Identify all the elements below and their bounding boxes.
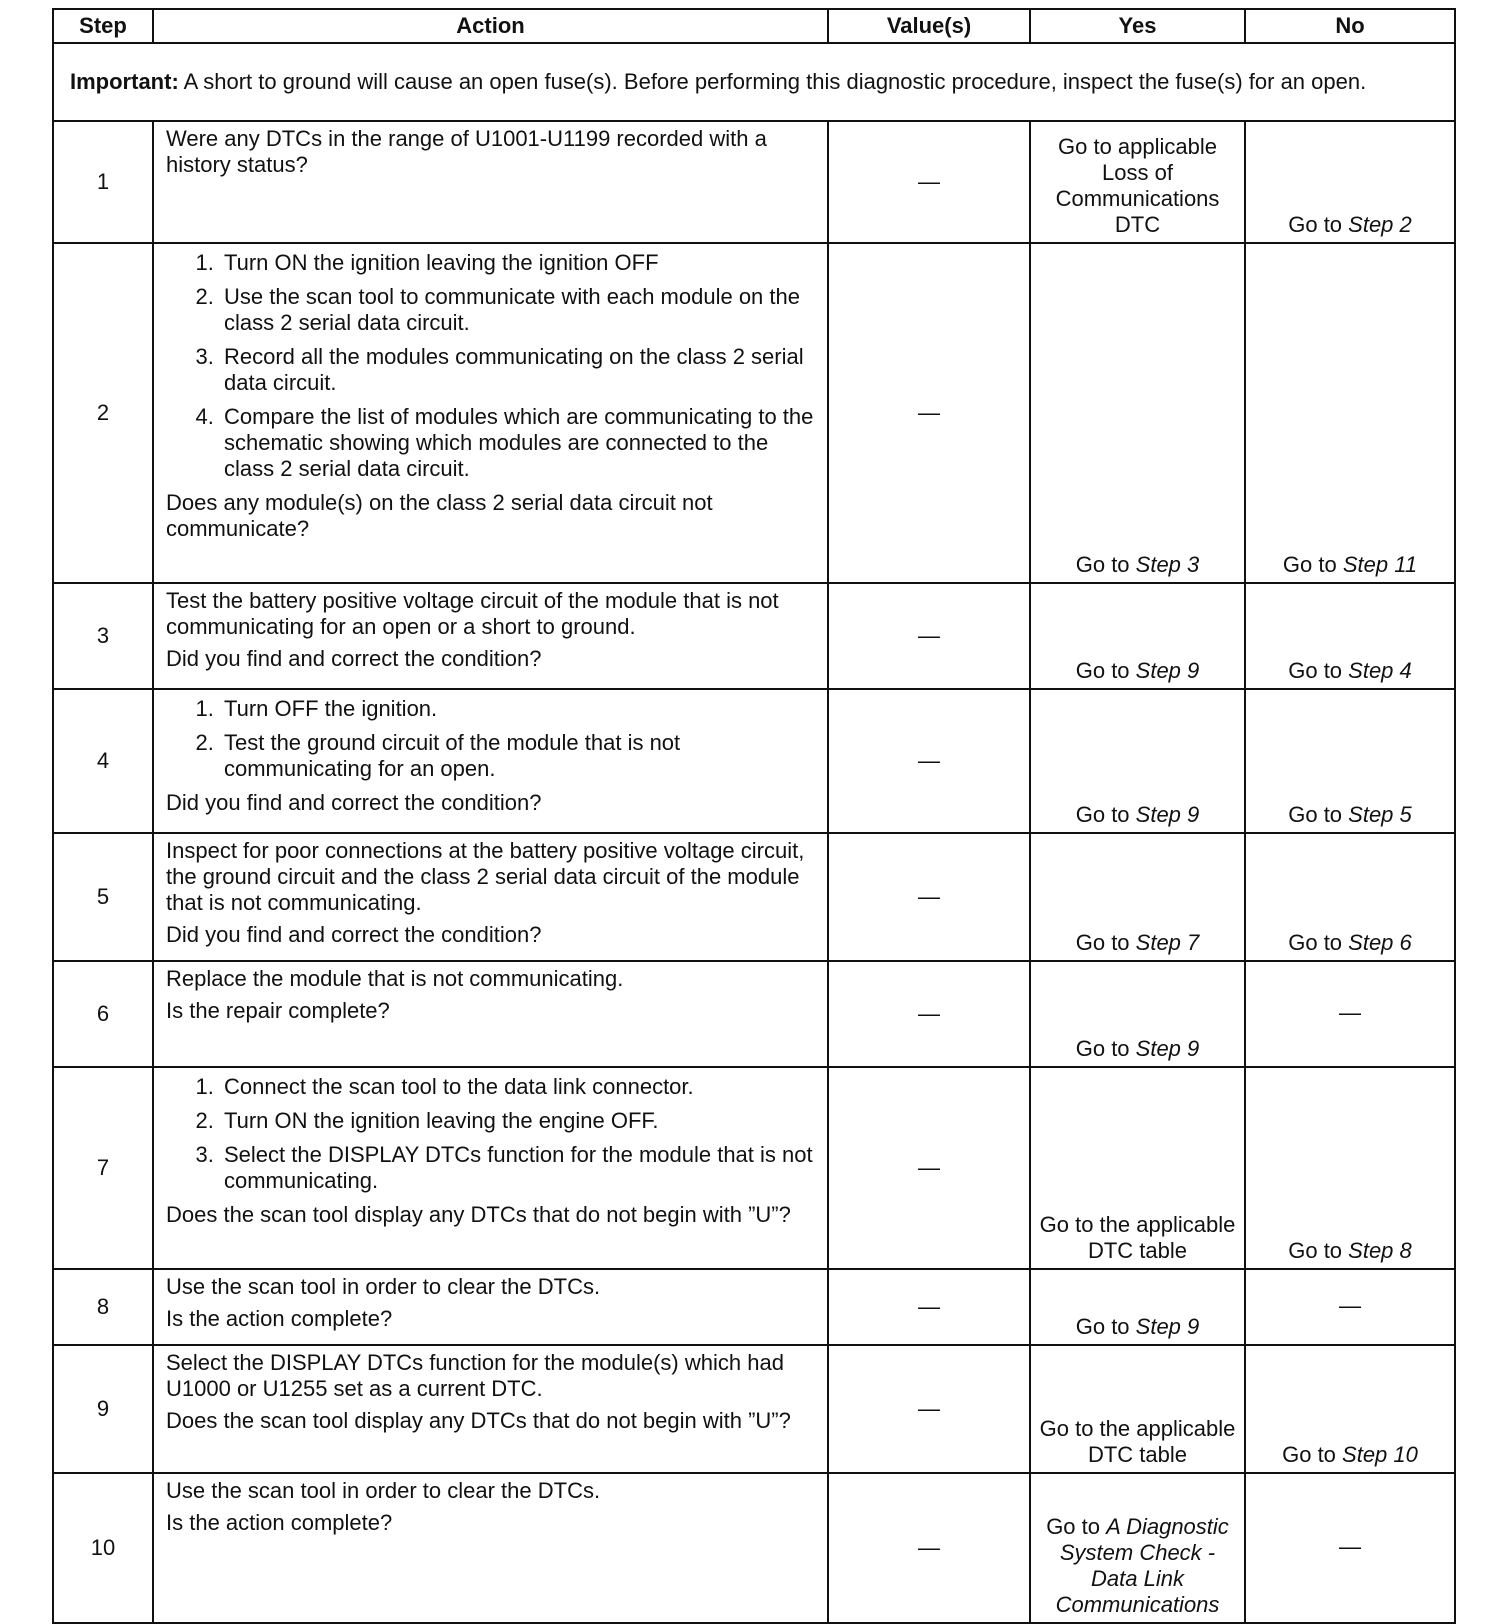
yes-step-link[interactable]: Step 9 [1135,1314,1200,1339]
important-label: Important: [70,69,179,94]
action-question: Is the action complete? [166,1306,393,1331]
yes-step-link[interactable]: Step 9 [1135,1036,1200,1061]
action-steps-list [166,250,817,482]
yes-step-link[interactable]: Step 9 [1135,802,1200,827]
yes-cell: Go to the applicable DTC table [1030,1067,1245,1269]
action-question: Does any module(s) on the class 2 serial data circuit not communicate? [166,490,713,541]
table-row [53,1345,1455,1473]
table-row [53,121,1455,243]
step-number: 2 [53,243,153,583]
no-step-link[interactable]: Step 4 [1348,658,1412,683]
action-cell [153,121,828,243]
action-cell [153,243,828,583]
action-text: Test the battery positive voltage circuit of the module that is not communicating for an open or a short to ground. [166,588,779,639]
list-item: 1. Connect the scan tool to the data link connector. [220,1074,817,1100]
value-cell: — [828,121,1030,243]
table-row [53,1473,1455,1623]
yes-cell: Go to the applicable DTC table [1030,1345,1245,1473]
step-number: 6 [53,961,153,1067]
action-question: Did you find and correct the condition? [166,646,542,671]
action-cell [153,1269,828,1345]
yes-step-link[interactable]: Step 3 [1135,552,1200,577]
header-step: Step [53,9,153,43]
yes-cell [1030,961,1245,1067]
step-number: 8 [53,1269,153,1345]
action-question: Did you find and correct the condition? [166,790,542,815]
go-to-text: Go to [1282,1442,1343,1467]
go-to-text: Go to [1075,802,1136,827]
list-item: 1. Turn OFF the ignition. [220,696,817,722]
no-step-link[interactable]: Step 2 [1348,212,1412,237]
header-action: Action [153,9,828,43]
important-note [53,43,1455,121]
action-question: Is the repair complete? [166,998,390,1023]
go-to-text: Go to [1288,930,1349,955]
action-text: Inspect for poor connections at the battery positive voltage circuit, the ground circuit and the class 2 serial data circuit of the module that is not communicating. [166,838,805,915]
action-steps-list [166,696,817,782]
no-cell: — [1245,1269,1455,1345]
yes-step-link[interactable]: Step 9 [1135,658,1200,683]
step-number: 4 [53,689,153,833]
yes-cell [1030,1473,1245,1623]
action-text: Use the scan tool in order to clear the DTCs. [166,1478,601,1503]
go-to-text: Go to [1075,930,1136,955]
step-number: 5 [53,833,153,961]
no-cell [1245,1345,1455,1473]
action-question: Does the scan tool display any DTCs that do not begin with ”U”? [166,1408,791,1433]
header-row [53,9,1455,43]
go-to-text: Go to [1075,1314,1136,1339]
no-cell [1245,243,1455,583]
action-question: Did you find and correct the condition? [166,922,542,947]
value-cell: — [828,689,1030,833]
action-cell [153,689,828,833]
action-cell [153,961,828,1067]
no-step-link[interactable]: Step 5 [1348,802,1412,827]
action-question: Is the action complete? [166,1510,393,1535]
action-cell [153,1473,828,1623]
yes-cell: Go to applicable Loss of Communications DTC [1030,121,1245,243]
go-to-text: Go to [1075,552,1136,577]
yes-cell [1030,689,1245,833]
go-to-text: Go to [1288,1238,1349,1263]
go-to-text: Go to [1046,1514,1107,1539]
no-cell [1245,833,1455,961]
no-step-link[interactable]: Step 8 [1348,1238,1412,1263]
step-number: 1 [53,121,153,243]
list-item: 1. Turn ON the ignition leaving the ignition OFF [220,250,817,276]
table-row [53,1269,1455,1345]
step-number: 3 [53,583,153,689]
value-cell: — [828,583,1030,689]
no-cell: — [1245,961,1455,1067]
list-item: 3. Record all the modules communicating on the class 2 serial data circuit. [220,344,817,396]
table-row [53,961,1455,1067]
list-item: 3. Select the DISPLAY DTCs function for the module that is not communicating. [220,1142,817,1194]
list-item: 4. Compare the list of modules which are communicating to the schematic showing which modules are connected to the class 2 serial data circuit. [220,404,817,482]
table-row [53,583,1455,689]
action-cell [153,1067,828,1269]
go-to-text: Go to [1288,802,1349,827]
action-question: Were any DTCs in the range of U1001-U1199 recorded with a history status? [166,126,767,177]
step-number: 10 [53,1473,153,1623]
table-row [53,1067,1455,1269]
go-to-text: Go to [1282,552,1343,577]
action-cell [153,833,828,961]
no-step-link[interactable]: Step 10 [1342,1442,1418,1467]
no-step-link[interactable]: Step 6 [1348,930,1412,955]
no-cell: — [1245,1473,1455,1623]
no-cell [1245,1067,1455,1269]
table-row [53,689,1455,833]
yes-cell [1030,833,1245,961]
yes-step-link[interactable]: Step 7 [1135,930,1200,955]
no-cell [1245,583,1455,689]
important-text: A short to ground will cause an open fuse(s). Before performing this diagnostic procedure, inspect the fuse(s) for an open. [178,69,1367,94]
go-to-text: Go to [1288,658,1349,683]
value-cell: — [828,1067,1030,1269]
header-value: Value(s) [828,9,1030,43]
yes-cell [1030,243,1245,583]
value-cell: — [828,1269,1030,1345]
list-item: 2. Use the scan tool to communicate with each module on the class 2 serial data circuit. [220,284,817,336]
action-cell [153,583,828,689]
go-to-text: Go to [1288,212,1349,237]
yes-cell [1030,1269,1245,1345]
no-step-link[interactable]: Step 11 [1342,552,1418,577]
step-number: 7 [53,1067,153,1269]
action-text: Select the DISPLAY DTCs function for the module(s) which had U1000 or U1255 set as a current DTC. [166,1350,784,1401]
value-cell: — [828,833,1030,961]
value-cell: — [828,961,1030,1067]
step-number: 9 [53,1345,153,1473]
no-cell [1245,121,1455,243]
list-item: 2. Turn ON the ignition leaving the engine OFF. [220,1108,817,1134]
action-steps-list [166,1074,817,1194]
important-row [53,43,1455,121]
diagnostic-table-page [52,8,1454,1624]
value-cell: — [828,1473,1030,1623]
header-yes: Yes [1030,9,1245,43]
header-no: No [1245,9,1455,43]
diagnostic-table [52,8,1456,1624]
table-row [53,833,1455,961]
action-cell [153,1345,828,1473]
value-cell: — [828,1345,1030,1473]
value-cell: — [828,243,1030,583]
go-to-text: Go to [1075,658,1136,683]
yes-step-link[interactable]: A Diagnostic System Check - Data Link Communications [1055,1514,1229,1617]
list-item: 2. Test the ground circuit of the module that is not communicating for an open. [220,730,817,782]
go-to-text: Go to [1075,1036,1136,1061]
yes-cell [1030,583,1245,689]
action-question: Does the scan tool display any DTCs that do not begin with ”U”? [166,1202,791,1227]
action-text: Replace the module that is not communicating. [166,966,624,991]
no-cell [1245,689,1455,833]
action-text: Use the scan tool in order to clear the DTCs. [166,1274,601,1299]
table-row [53,243,1455,583]
